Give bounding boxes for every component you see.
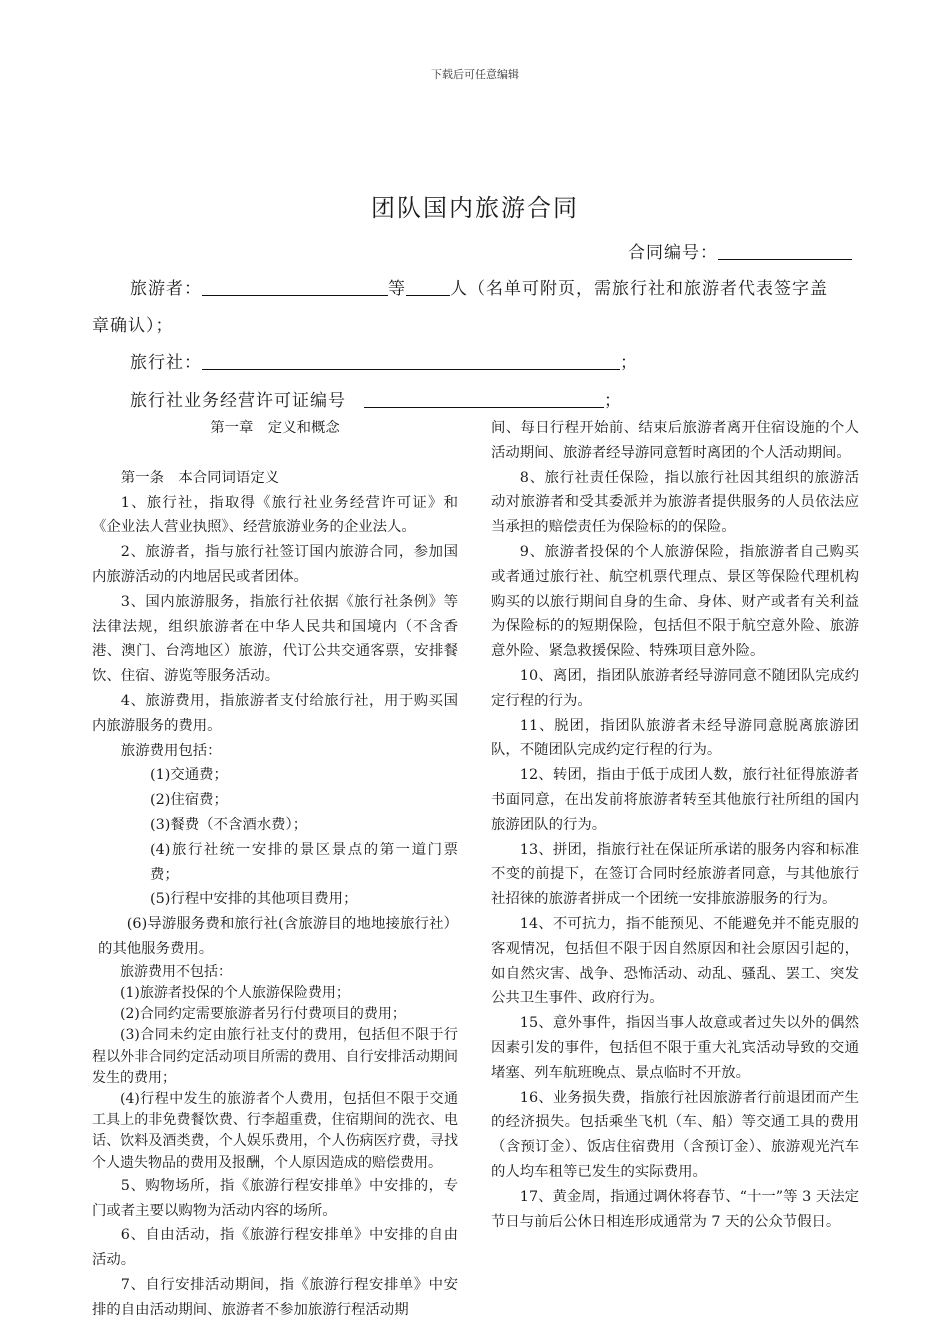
clause-1: 1、旅行社，指取得《旅行社业务经营许可证》和《企业法人营业执照》、经营旅游业务的企业法人。 [92,494,458,536]
clause-7: 7、自行安排活动期间，指《旅游行程安排单》中安排的自由活动期间、旅游者不参加旅游行程活动期 [92,1276,458,1318]
fee-include-item: (3)餐费（不含酒水费）； [150,816,308,833]
agency-semicolon: ； [620,353,638,373]
fee-include-item: (1)交通费； [150,767,228,784]
document-title: 团队国内旅游合同 [371,194,579,222]
traveler-label: 旅游者： [130,279,202,299]
clause-17: 17、黄金周，指通过调休将春节、“十一”等 3 天法定节日与前后公休日相连形成通常为 7 天的公众节假日。 [491,1188,859,1230]
traveler-mid: 等 [388,279,406,299]
fee-exclude-item: (4)行程中发生的旅游者个人费用，包括但不限于交通工具上的非免费餐饮费、行李超重费，住宿期间的洗衣、电话、饮料及酒类费，个人娱乐费用，个人伤病医疗费，寻找个人遗失物品的费用及报酬，个人原因造成的赔偿费用。 [92,1090,458,1171]
agency-label: 旅行社： [130,353,202,373]
clause-6: 6、自由活动，指《旅游行程安排单》中安排的自由活动。 [92,1227,458,1269]
clause-13: 13、拼团，指旅行社在保证所承诺的服务内容和标准不变的前提下，在签订合同时经旅游者同意，与其他旅行社招徕的旅游者拼成一个团统一安排旅游服务的行为。 [491,841,859,908]
fee-include-item: (4)旅行社统一安排的景区景点的第一道门票费； [150,841,458,883]
contract-number-blank [718,243,852,260]
traveler-line-2: 章确认）； [92,316,174,336]
fee-include-heading: 旅游费用包括： [120,742,222,759]
clause-2: 2、旅游者，指与旅行社签订国内旅游合同，参加国内旅游活动的内地居民或者团体。 [92,544,458,585]
fee-exclude-item: (3)合同未约定由旅行社支付的费用，包括但不限于行程以外非合同约定活动项目所需的费用、自行安排活动期间发生的费用； [92,1027,458,1086]
license-label: 旅行社业务经营许可证编号 [130,391,346,411]
clause-11: 11、脱团，指团队旅游者未经导游同意脱离旅游团队，不随团队完成约定行程的行为。 [491,717,859,759]
clause-15: 15、意外事件，指因当事人故意或者过失以外的偶然因素引发的事件，包括但不限于重大礼宾活动导致的交通堵塞、列车航班晚点、景点临时不开放。 [491,1015,859,1081]
contract-number-label: 合同编号： [628,243,718,263]
clause-9: 9、旅游者投保的个人旅游保险，指旅游者自己购买或者通过旅行社、航空机票代理点、景区等保险代理机构购买的以旅行期间自身的生命、身体、财产或者有关利益为保险标的的短期保险，包括但不限于航空意外险、旅游意外险、紧急救援保险、特殊项目意外险。 [491,543,859,660]
contract-number-line [628,238,852,263]
clause-16: 16、业务损失费，指旅行社因旅游者行前退团而产生的经济损失。包括乘坐飞机（车、船）等交通工具的费用（含预订金）、饭店住宿费用（含预订金）、旅游观光汽车的人均车租等已发生的实际费用。 [491,1089,859,1180]
clause-14: 14、不可抗力，指不能预见、不能避免并不能克服的客观情况，包括但不限于因自然原因和社会原因引起的，如自然灾害、战争、恐怖活动、动乱、骚乱、罢工、突发公共卫生事件、政府行为。 [491,915,859,1007]
right-column [491,416,859,1234]
fee-exclude-item: (1)旅游者投保的个人旅游保险费用； [120,984,350,1001]
clause-10: 10、离团，指团队旅游者经导游同意不随团队完成约定行程的行为。 [491,667,859,709]
traveler-name-blank [202,279,388,296]
clause-12: 12、转团，指由于低于成团人数，旅行社征得旅游者书面同意，在出发前将旅游者转至其他旅行社所组的国内旅游团队的行为。 [491,767,859,833]
clause-7-continued: 间、每日行程开始前、结束后旅游者离开住宿设施的个人活动期间、旅游者经导游同意暂时离团的个人活动期间。 [491,420,859,461]
article-heading: 第一条 本合同词语定义 [120,469,280,486]
agency-line [130,348,638,373]
chapter-title: 第一章 定义和概念 [210,420,340,436]
clause-8: 8、旅行社责任保险，指以旅行社因其组织的旅游活动对旅游者和受其委派并为旅游者提供服务的人员依法应当承担的赔偿责任为保险标的的保险。 [491,469,859,536]
license-line [130,386,622,411]
traveler-line [130,274,828,299]
fee-include-item: (6)导游服务费和旅行社(含旅游目的地地接旅行社）的其他服务费用。 [98,916,458,957]
clause-3: 3、国内旅游服务，指旅行社依据《旅行社条例》等法律法规，组织旅游者在中华人民共和国境内（不含香港、澳门、台湾地区）旅游，代订公共交通客票，安排餐饮、住宿、游览等服务活动。 [92,593,458,685]
header-note: 下载后可任意编辑 [431,68,519,81]
fee-exclude-item: (2)合同约定需要旅游者另行付费项目的费用； [120,1006,406,1023]
clause-5: 5、购物场所，指《旅游行程安排单》中安排的，专门或者主要以购物为活动内容的场所。 [92,1177,458,1219]
agency-blank [202,353,620,370]
license-blank [364,391,604,408]
fee-include-item: (5)行程中安排的其他项目费用； [150,891,358,908]
fee-include-item: (2)住宿费； [150,792,228,809]
traveler-tail: 人（名单可附页，需旅行社和旅游者代表签字盖 [450,279,828,299]
license-semicolon: ； [604,391,622,411]
left-column [92,416,458,1323]
clause-4: 4、旅游费用，指旅游者支付给旅行社，用于购买国内旅游服务的费用。 [92,692,458,734]
traveler-count-blank [406,279,450,296]
fee-exclude-heading: 旅游费用不包括： [120,963,232,980]
